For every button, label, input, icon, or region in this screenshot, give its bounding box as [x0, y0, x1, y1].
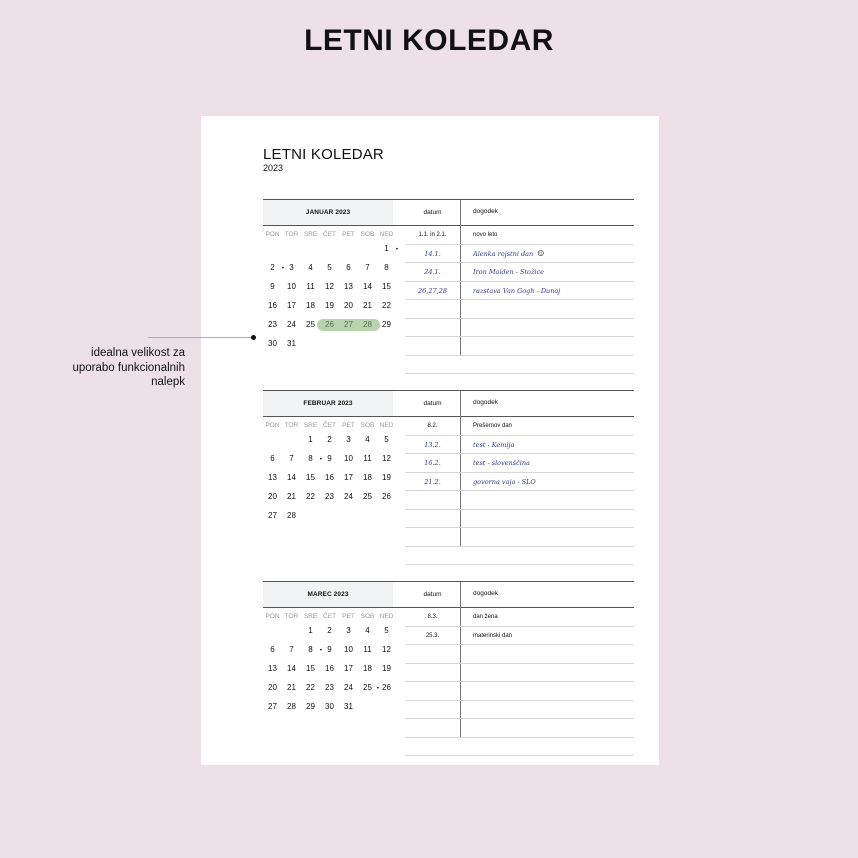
- weekday-label: PON: [265, 422, 280, 429]
- calendar-day[interactable]: 12: [382, 645, 391, 654]
- event-date: 24.1.: [424, 268, 441, 276]
- weekday-label: PON: [265, 231, 280, 238]
- calendar-day[interactable]: 4: [365, 435, 370, 444]
- annotation-line-3: nalepk: [151, 376, 185, 388]
- annotation-line-1: idealna velikost za: [91, 347, 185, 359]
- calendar-day[interactable]: 21: [363, 301, 372, 310]
- calendar-day[interactable]: 1 •: [377, 243, 396, 255]
- day-marker-dot: •: [376, 686, 379, 692]
- weekday-label: TOR: [284, 231, 299, 238]
- event-row-rule: [405, 718, 634, 719]
- weekday-label: SOB: [360, 422, 375, 429]
- column-divider: [460, 582, 461, 737]
- calendar-day[interactable]: 11: [363, 454, 372, 463]
- event-date: 16.2.: [424, 459, 441, 467]
- dogodek-column-header: dogodek: [473, 590, 498, 597]
- calendar-day[interactable]: 16: [325, 664, 334, 673]
- calendar-day[interactable]: 9: [327, 454, 332, 463]
- smiley-icon: ☺: [537, 248, 545, 258]
- event-date: 8.3.: [427, 614, 438, 620]
- event-text: Alenka rojstni dan ☺: [473, 248, 545, 258]
- calendar-day[interactable]: 3: [289, 263, 294, 272]
- day-marker-dot: •: [281, 266, 284, 272]
- calendar-day[interactable]: 24: [344, 683, 353, 692]
- event-text: Iron Maiden - Stožice: [473, 268, 544, 276]
- calendar-day[interactable]: 21: [287, 492, 296, 501]
- event-date: 21.2.: [424, 477, 441, 486]
- datum-column-header: datum: [423, 400, 442, 407]
- calendar-day[interactable]: 5: [327, 263, 332, 272]
- calendar-day[interactable]: 20: [344, 301, 353, 310]
- calendar-day[interactable]: 23: [325, 683, 334, 692]
- calendar-day[interactable]: 2: [327, 626, 332, 635]
- weekday-label: PET: [342, 231, 355, 238]
- calendar-day[interactable]: 13: [268, 664, 277, 673]
- event-row-rule: [405, 755, 634, 756]
- annotation-line-2: uporabo funkcionalnih: [72, 361, 185, 374]
- calendar-day[interactable]: 14: [363, 282, 372, 291]
- dogodek-column-header: dogodek: [473, 399, 498, 406]
- calendar-day[interactable]: 22: [306, 683, 315, 692]
- calendar-page: [201, 116, 659, 765]
- event-text: test - Kemija: [473, 440, 515, 449]
- event-date: 25.3.: [425, 632, 440, 639]
- calendar-day[interactable]: 19: [382, 473, 391, 482]
- calendar-day[interactable]: 29: [382, 320, 391, 329]
- calendar-day[interactable]: 17: [344, 664, 353, 673]
- event-row-rule: [405, 527, 634, 528]
- event-text: novo leto: [473, 232, 498, 238]
- event-date: 26,27,28: [418, 286, 447, 295]
- calendar-day[interactable]: 3: [346, 435, 351, 444]
- calendar-day[interactable]: 24: [287, 320, 296, 329]
- calendar-day[interactable]: 18: [363, 664, 372, 673]
- weekday-label: NED: [379, 231, 394, 238]
- event-date: 13.2.: [424, 440, 441, 449]
- month-march: [263, 581, 634, 741]
- month-header: MAREC 2023: [263, 582, 393, 607]
- calendar-day[interactable]: 9: [327, 645, 332, 654]
- calendar-day[interactable]: 7: [289, 454, 294, 463]
- column-divider: [460, 391, 461, 546]
- calendar-day[interactable]: 2 •: [263, 262, 282, 274]
- weekday-label: TOR: [284, 422, 299, 429]
- event-row-rule: [405, 700, 634, 701]
- calendar-day[interactable]: 12: [325, 282, 334, 291]
- calendar-day[interactable]: 10: [344, 454, 353, 463]
- calendar-day[interactable]: 1: [308, 435, 313, 444]
- calendar-day[interactable]: 14: [287, 473, 296, 482]
- weekday-label: PON: [265, 613, 280, 620]
- calendar-day[interactable]: 8 •: [301, 644, 320, 656]
- month-february: [263, 390, 634, 550]
- calendar-day[interactable]: 27: [344, 320, 353, 329]
- weekday-label: SOB: [360, 231, 375, 238]
- calendar-day[interactable]: 13: [344, 282, 353, 291]
- event-text: test - slovenščina: [473, 459, 530, 467]
- calendar-day[interactable]: 20: [268, 492, 277, 501]
- event-date: 8.2.: [427, 423, 438, 429]
- calendar-day[interactable]: 31: [287, 339, 296, 348]
- calendar-day[interactable]: 31: [344, 702, 353, 711]
- weekday-label: ČET: [323, 231, 336, 238]
- calendar-day[interactable]: 10: [287, 282, 296, 291]
- weekday-label: SRE: [303, 231, 318, 238]
- weekday-label: ČET: [323, 422, 336, 429]
- event-row-rule: [405, 737, 634, 738]
- sticker-annotation: [40, 346, 185, 390]
- calendar-day[interactable]: 20: [268, 683, 277, 692]
- month-header: JANUAR 2023: [263, 200, 393, 225]
- calendar-day[interactable]: 17: [344, 473, 353, 482]
- calendar-day[interactable]: 15: [382, 282, 391, 291]
- weekday-label: SRE: [303, 422, 318, 429]
- calendar-day[interactable]: 5: [384, 626, 389, 635]
- calendar-day[interactable]: 13: [268, 473, 277, 482]
- calendar-day[interactable]: 21: [287, 683, 296, 692]
- weekday-label: SRE: [303, 613, 318, 620]
- calendar-day[interactable]: 16: [325, 473, 334, 482]
- weekday-label: PET: [342, 422, 355, 429]
- calendar-day[interactable]: 25 •: [358, 682, 377, 694]
- calendar-day[interactable]: 9: [270, 282, 275, 291]
- document-year: 2023: [263, 163, 284, 173]
- event-row-rule: [405, 509, 634, 510]
- calendar-day[interactable]: 4: [365, 626, 370, 635]
- calendar-day[interactable]: 30: [268, 339, 277, 348]
- calendar-day[interactable]: 22: [382, 301, 391, 310]
- calendar-day[interactable]: 6: [270, 645, 275, 654]
- calendar-day[interactable]: 1: [308, 626, 313, 635]
- event-row-rule: [405, 663, 634, 664]
- dogodek-column-header: dogodek: [473, 208, 498, 215]
- calendar-day[interactable]: 25: [363, 492, 372, 501]
- calendar-day[interactable]: 2: [327, 435, 332, 444]
- calendar-day[interactable]: 5: [384, 435, 389, 444]
- event-row-rule: [405, 546, 634, 547]
- calendar-day[interactable]: 19: [382, 664, 391, 673]
- month-header: FEBRUAR 2023: [263, 391, 393, 416]
- event-date: 1.1. in 2.1.: [418, 232, 447, 238]
- calendar-day[interactable]: 8 •: [301, 453, 320, 465]
- calendar-day[interactable]: 4: [308, 263, 313, 272]
- calendar-day[interactable]: 11: [363, 645, 372, 654]
- weekday-label: ČET: [323, 613, 336, 620]
- calendar-day[interactable]: 28: [287, 702, 296, 711]
- calendar-day[interactable]: 8: [384, 263, 389, 272]
- event-row-rule: [405, 336, 634, 337]
- event-date: 14.1.: [424, 249, 441, 258]
- calendar-day[interactable]: 15: [306, 664, 315, 673]
- calendar-day[interactable]: 26: [325, 320, 334, 329]
- main-title: LETNI KOLEDAR: [304, 24, 554, 57]
- event-row-rule: [405, 681, 634, 682]
- calendar-day[interactable]: 24: [344, 492, 353, 501]
- calendar-day[interactable]: 16: [268, 301, 277, 310]
- event-text: govorna vaja - SLO: [473, 477, 536, 486]
- event-text: Prešernov dan: [473, 423, 513, 429]
- calendar-day[interactable]: 18: [306, 301, 315, 310]
- month-january: [263, 199, 634, 359]
- calendar-day[interactable]: 27: [268, 702, 277, 711]
- calendar-day[interactable]: 6: [346, 263, 351, 272]
- calendar-day[interactable]: 26: [382, 683, 391, 692]
- column-divider: [460, 200, 461, 355]
- annotation-pointer-line: [148, 337, 252, 338]
- calendar-day[interactable]: 12: [382, 454, 391, 463]
- calendar-day[interactable]: 18: [363, 473, 372, 482]
- calendar-day[interactable]: 11: [306, 282, 315, 291]
- calendar-day[interactable]: 28: [287, 511, 296, 520]
- calendar-day[interactable]: 15: [306, 473, 315, 482]
- calendar-day[interactable]: 6: [270, 454, 275, 463]
- day-marker-dot: •: [319, 457, 322, 463]
- calendar-day[interactable]: 28: [363, 320, 372, 329]
- calendar-day[interactable]: 22: [306, 492, 315, 501]
- event-text: dan žena: [473, 614, 498, 620]
- weekday-label: TOR: [284, 613, 299, 620]
- calendar-day[interactable]: 7: [289, 645, 294, 654]
- calendar-day[interactable]: 26: [382, 492, 391, 501]
- datum-column-header: datum: [423, 591, 442, 598]
- event-row-rule: [405, 318, 634, 319]
- event-text: razstava Van Gogh - Dunaj: [473, 286, 561, 295]
- calendar-day[interactable]: 10: [344, 645, 353, 654]
- calendar-day[interactable]: 7: [365, 263, 370, 272]
- calendar-day[interactable]: 27: [268, 511, 277, 520]
- datum-column-header: datum: [423, 209, 442, 216]
- event-row-rule: [405, 564, 634, 565]
- weekday-label: NED: [379, 613, 394, 620]
- calendar-day[interactable]: 23: [325, 492, 334, 501]
- weekday-label: NED: [379, 422, 394, 429]
- calendar-day[interactable]: 3: [346, 626, 351, 635]
- calendar-day[interactable]: 30: [325, 702, 334, 711]
- day-marker-dot: •: [319, 648, 322, 654]
- calendar-day[interactable]: 25: [306, 320, 315, 329]
- weekday-label: SOB: [360, 613, 375, 620]
- calendar-day[interactable]: 14: [287, 664, 296, 673]
- weekday-label: PET: [342, 613, 355, 620]
- calendar-day[interactable]: 29: [306, 702, 315, 711]
- event-row-rule: [405, 373, 634, 374]
- event-text: materinski dan: [473, 632, 513, 639]
- event-row-rule: [405, 355, 634, 356]
- day-marker-dot: •: [395, 247, 398, 253]
- calendar-day[interactable]: 23: [268, 320, 277, 329]
- annotation-pointer-dot: [251, 335, 256, 340]
- document-title: LETNI KOLEDAR: [263, 146, 384, 163]
- calendar-day[interactable]: 19: [325, 301, 334, 310]
- calendar-day[interactable]: 17: [287, 301, 296, 310]
